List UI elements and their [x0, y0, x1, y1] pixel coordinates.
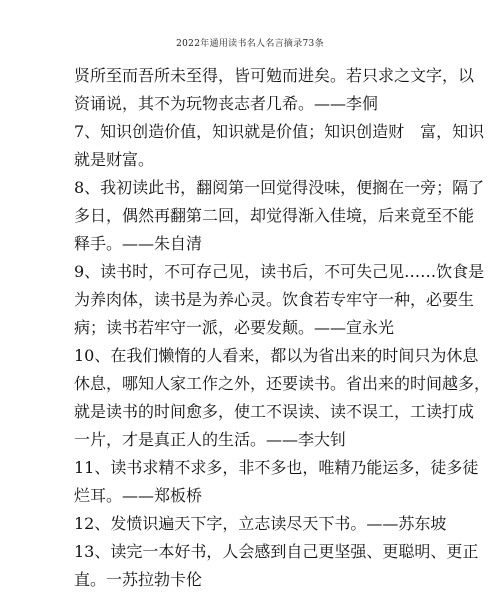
text-line: 就是读书的时间愈多，使工不误读、读不误工，工读打成: [74, 402, 475, 421]
text-line: 病；读书若牢守一派，必要发颠。——宣永光: [74, 318, 395, 337]
document-body: [74, 62, 491, 594]
text-line: 多日，偶然再翻第二回，却觉得渐入佳境，后来竟至不能: [74, 206, 475, 225]
text-line: 7、知识创造价值，知识就是价值；知识创造财 富，知识: [74, 122, 485, 141]
text-line: 释手。——朱自清: [74, 234, 203, 253]
text-line: 休息，哪知人家工作之外，还要读书。省出来的时间越多，: [74, 374, 491, 393]
text-line: 贤所至而吾所未至得，皆可勉而进矣。若只求之文字，以: [74, 66, 475, 85]
text-line: 10、在我们懒惰的人看来，都以为省出来的时间只为休息: [74, 346, 479, 365]
text-line: 9、读书时，不可存己见，读书后，不可失己见……饮食是: [74, 262, 485, 281]
text-line: 就是财富。: [74, 150, 155, 169]
text-line: 一片，才是真正人的生活。——李大钊: [74, 430, 347, 449]
text-line: 8、我初读此书，翻阅第一回觉得没味，便搁在一旁；隔了: [74, 178, 485, 197]
text-line: 资诵说，其不为玩物丧志者几希。——李侗: [74, 94, 379, 113]
text-line: 直。一苏拉勃卡伦: [74, 570, 203, 589]
text-line: 12、发愤识遍天下字，立志读尽天下书。——苏东坡: [74, 514, 447, 533]
page-header-title: 2022年通用读书名人名言摘录73条: [176, 39, 324, 49]
text-line: 烂耳。——郑板桥: [74, 486, 203, 505]
text-line: 11、读书求精不求多，非不多也，唯精乃能运多，徒多徒: [74, 458, 479, 477]
text-line: 13、读完一本好书，人会感到自己更坚强、更聪明、更正: [74, 542, 479, 561]
text-line: 为养肉体，读书是为养心灵。饮食若专牢守一种，必要生: [74, 290, 475, 309]
